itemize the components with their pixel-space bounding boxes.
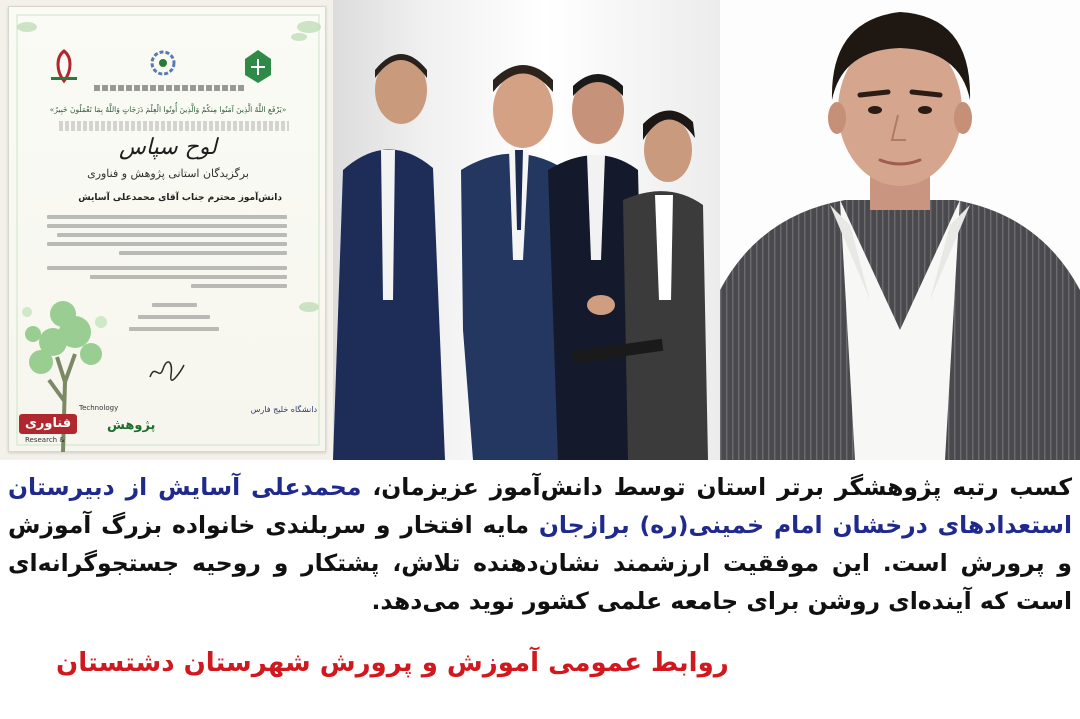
handshake-hands xyxy=(587,295,615,315)
festival-logo-icon xyxy=(146,47,180,85)
public-relations-signature: روابط عمومی آموزش و پرورش شهرستان دشتستان xyxy=(56,648,729,678)
badge-main-label: فناوری xyxy=(19,414,77,434)
student-portrait xyxy=(720,0,1080,460)
certificate-logos xyxy=(9,47,327,87)
university-name: دانشگاه خلیج فارس xyxy=(250,405,317,414)
caption-area xyxy=(0,460,1080,719)
university-logo-icon xyxy=(241,47,275,85)
caption-part-2: مایه افتخار و سربلندی خانواده بزرگ آموزش و پرورش است. این موفقیت ارزشمند نشان‌دهنده تلاش، پشتکار و روحیه جستجوگرانه‌ای است که آینده‌ای روشن برای جامعه علمی کشور نوید می‌دهد. xyxy=(8,511,1072,615)
certificate-recipient: دانش‌آموز محترم جناب آقای محمدعلی آسایش xyxy=(78,193,282,203)
certificate-subtitle: برگزیدگان استانی پژوهش و فناوری xyxy=(87,167,249,180)
certificate-subline xyxy=(59,121,289,131)
certificate-content xyxy=(9,7,327,453)
certificate-verse: «يَرْفَعِ اللَّهُ الَّذِينَ آمَنُوا مِنكُمْ وَالَّذِينَ أُوتُوا الْعِلْمَ دَرَجَاتٍ وَاللَّهُ بِمَا تَعْمَلُونَ خَبِيرٌ» xyxy=(49,105,287,114)
signature-mark xyxy=(147,359,187,383)
emblem-iran-icon xyxy=(47,47,81,85)
badge-english-top: Technology xyxy=(79,404,119,412)
student-portrait-figure xyxy=(720,0,1080,460)
award-ceremony-photo xyxy=(333,0,720,460)
certificate-title: لوح سپاس xyxy=(119,135,217,160)
ceremony-figures xyxy=(333,0,720,460)
certificate-org-line xyxy=(94,85,244,91)
certificate-photo xyxy=(0,0,333,460)
badge-english-bottom: Research & xyxy=(25,436,65,444)
caption-highlight-name-school: محمدعلی آسایش از دبیرستان استعدادهای درخشان امام خمینی(ره) برازجان xyxy=(8,473,1072,539)
person-left xyxy=(333,54,445,460)
caption-part-1: کسب رتبه پژوهشگر برتر استان توسط دانش‌آموز عزیزمان، xyxy=(361,473,1072,501)
badge-sub-label: پژوهش xyxy=(107,418,156,433)
caption-paragraph xyxy=(8,468,1072,620)
research-technology-badge xyxy=(19,404,156,444)
certificate-signatory xyxy=(129,303,219,339)
certificate-paper xyxy=(8,6,326,452)
